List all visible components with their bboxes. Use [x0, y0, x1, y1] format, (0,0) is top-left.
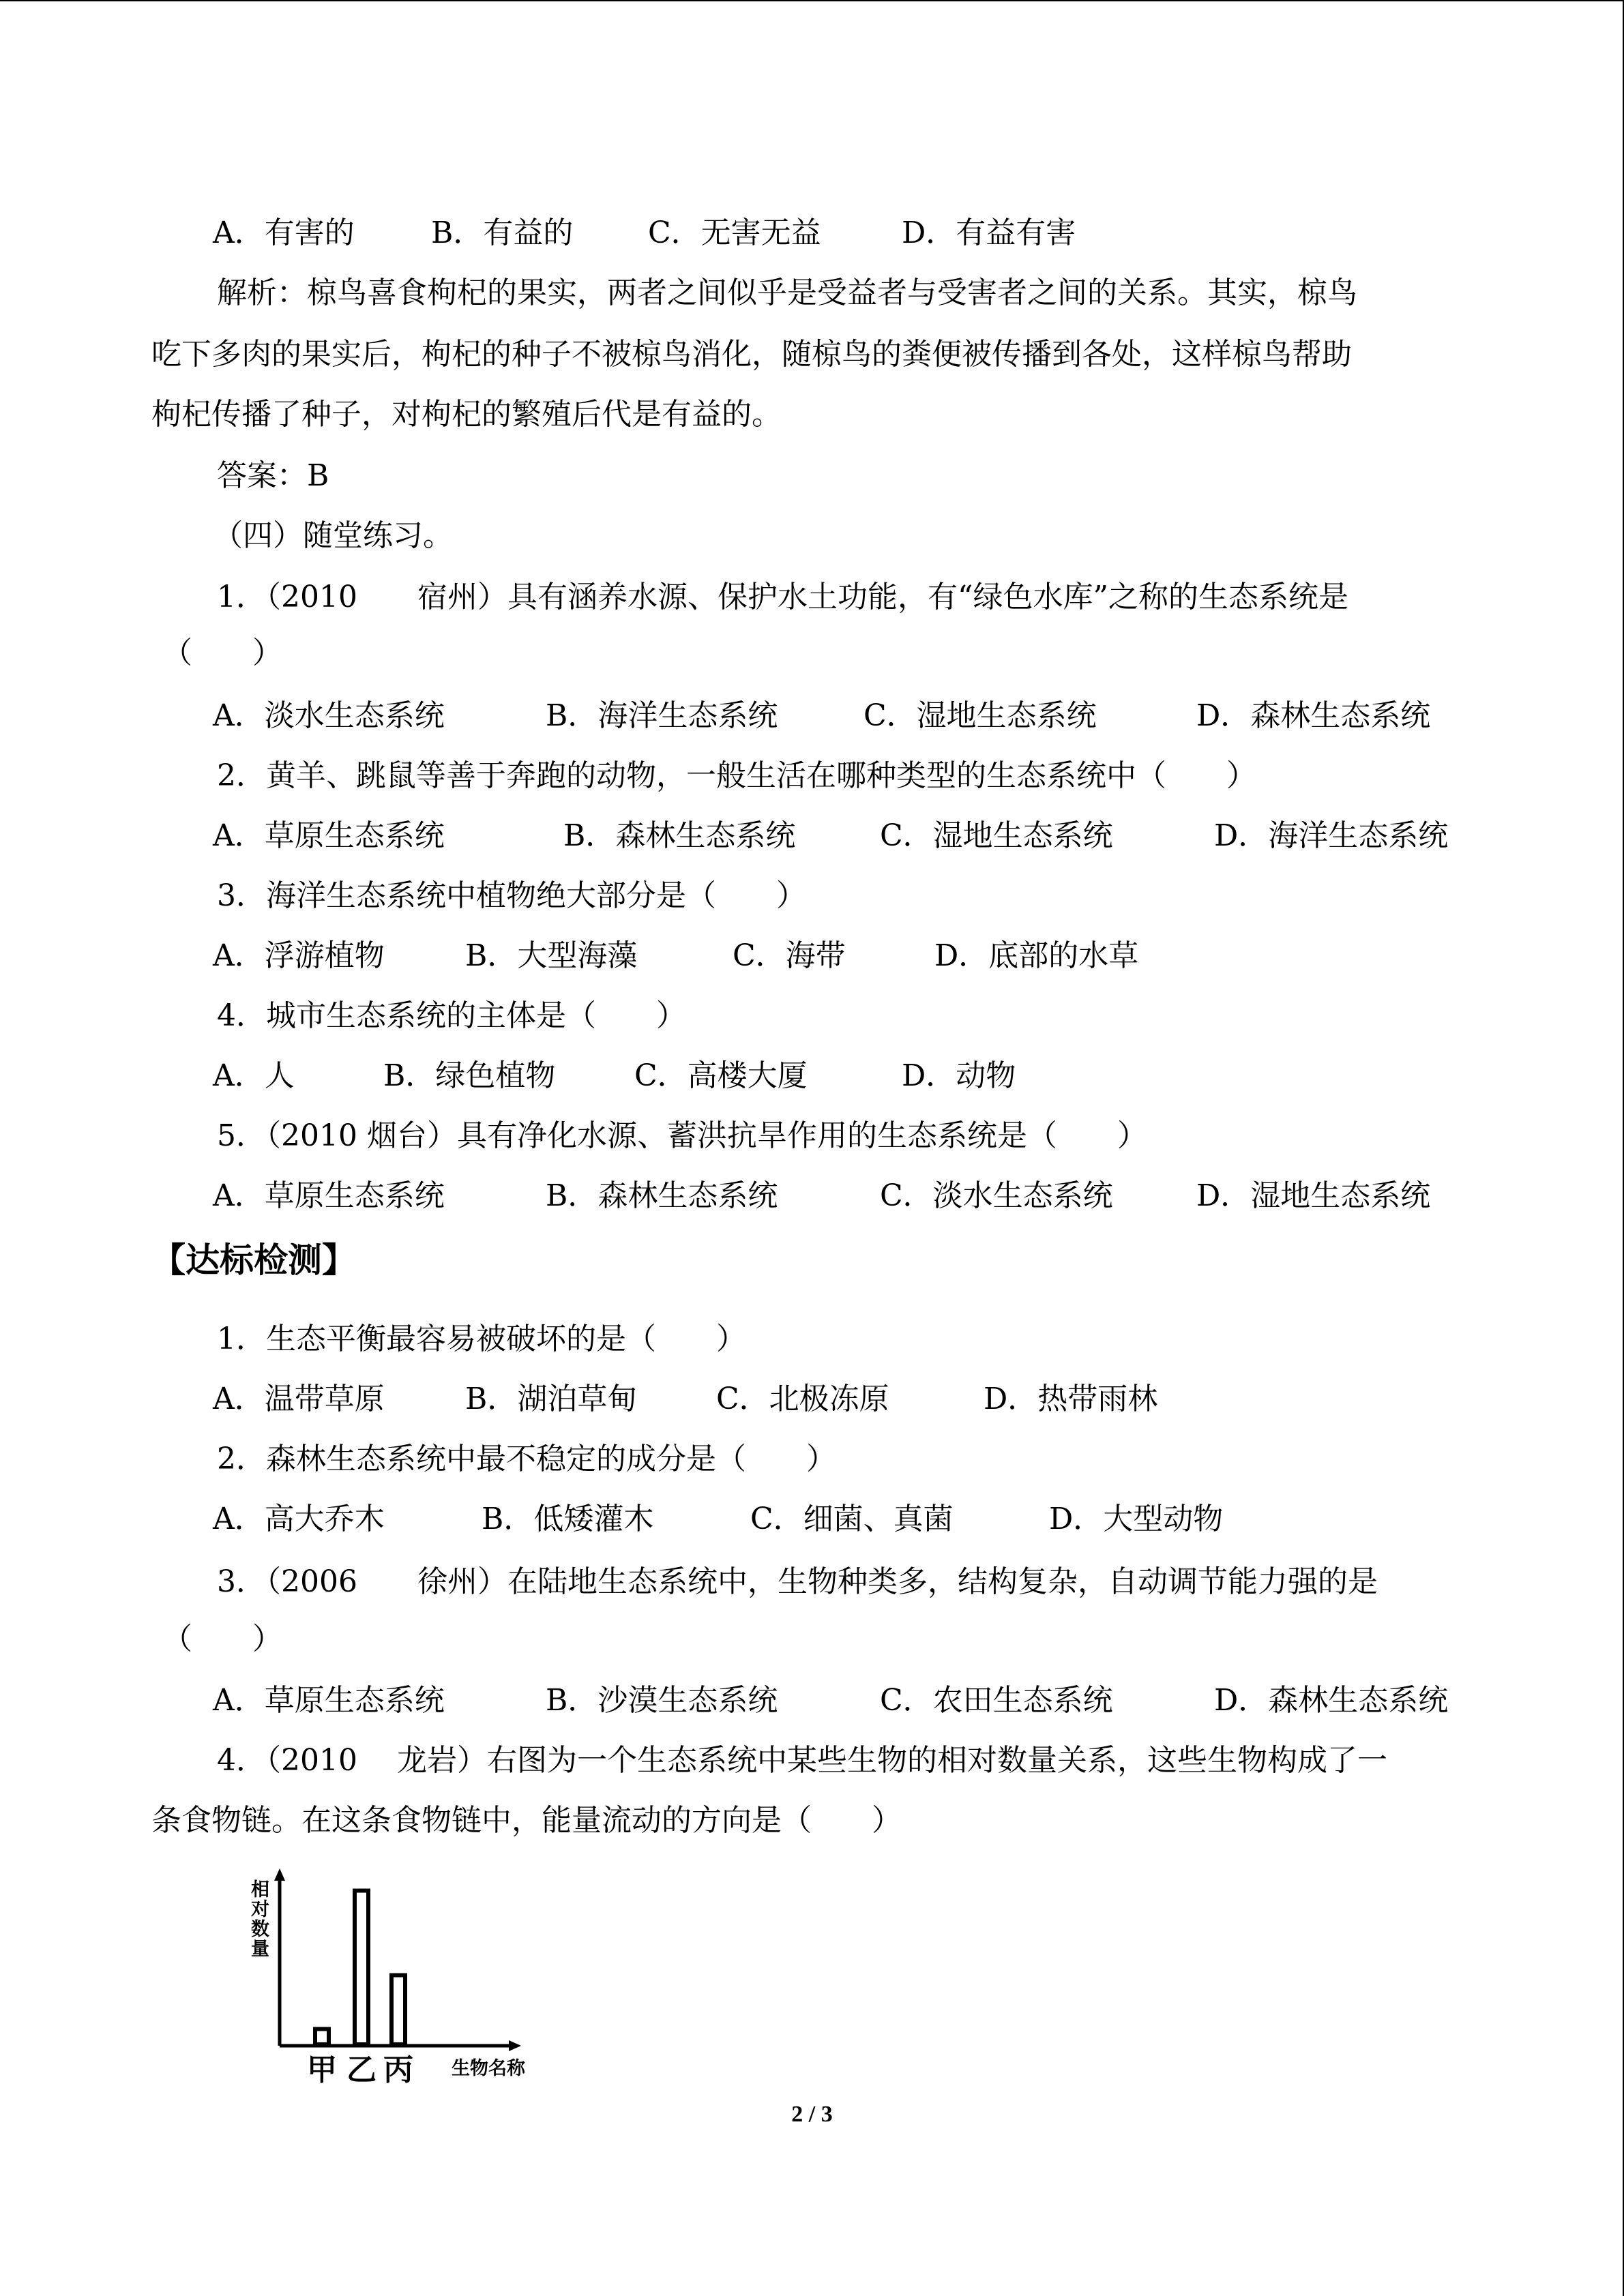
practice-q5-text: 5．（2010 烟台）具有净化水源、蓄洪抗旱作用的生态系统是（ ） [217, 1118, 1147, 1153]
category-label-乙: 乙 [346, 2053, 377, 2087]
test-q3-option-c: C．农田生态系统 [880, 1683, 1113, 1718]
x-axis-arrow [509, 2040, 521, 2051]
test-q2-option-c: C．细菌、真菌 [750, 1502, 954, 1536]
category-label-甲: 甲 [307, 2053, 337, 2087]
practice-q3-option-d: D．底部的水草 [934, 938, 1139, 973]
practice-q2-option-a: A．草原生态系统 [213, 818, 445, 853]
test-heading: 【达标检测】 [151, 1240, 356, 1280]
practice-q4-option-a: A．人 [213, 1058, 295, 1093]
page-number: 2 / 3 [791, 2102, 833, 2127]
q0-option-d: D．有益有害 [902, 215, 1076, 250]
test-q3-option-b: B．沙漠生态系统 [546, 1683, 778, 1718]
test-q1-option-d: D．热带雨林 [984, 1382, 1158, 1416]
q0-option-b: B．有益的 [431, 215, 574, 250]
practice-q1-option-d: D．森林生态系统 [1196, 698, 1431, 733]
practice-q3-option-b: B．大型海藻 [465, 938, 638, 973]
practice-q1-option-b: B．海洋生态系统 [546, 698, 778, 733]
test-q4-text-cont: 条食物链。在这条食物链中，能量流动的方向是（ ） [151, 1803, 902, 1838]
test-q2-option-b: B．低矮灌木 [482, 1502, 654, 1536]
test-q2-option-a: A．高大乔木 [213, 1502, 385, 1536]
practice-q1-option-a: A．淡水生态系统 [213, 698, 445, 733]
test-q3-option-d: D．森林生态系统 [1214, 1683, 1449, 1718]
practice-title: （四）随堂练习。 [213, 518, 453, 553]
y-axis-arrow [274, 1868, 285, 1881]
practice-q2-text: 2．黄羊、跳鼠等善于奔跑的动物，一般生活在哪种类型的生态系统中（ ） [217, 758, 1256, 793]
bar-乙 [355, 1891, 368, 2044]
x-axis-label: 生物名称 [452, 2058, 525, 2079]
q0-option-a: A．有害的 [213, 215, 355, 250]
test-q3-text: 3．（2006 徐州）在陆地生态系统中，生物种类多，结构复杂，自动调节能力强的是 [217, 1564, 1378, 1599]
practice-q2-option-b: B．森林生态系统 [563, 818, 796, 853]
practice-q1-text: 1．（2010 宿州）具有涵养水源、保护水土功能，有“绿色水库”之称的生态系统是 [217, 580, 1348, 614]
practice-q3-option-c: C．海带 [733, 938, 846, 973]
q0-analysis-line-2: 吃下多肉的果实后，枸杞的种子不被椋鸟消化，随椋鸟的粪便被传播到各处，这样椋鸟帮助 [151, 337, 1352, 372]
bar-chart [246, 1868, 573, 2093]
practice-q4-text: 4．城市生态系统的主体是（ ） [217, 998, 686, 1033]
practice-q1-paren: （ ） [162, 636, 282, 670]
test-q3-paren: （ ） [162, 1622, 282, 1656]
q0-answer: 答案：B [217, 458, 329, 493]
practice-q5-option-d: D．湿地生态系统 [1196, 1178, 1431, 1213]
test-q4-text: 4．（2010 龙岩）右图为一个生态系统中某些生物的相对数量关系，这些生物构成了一 [217, 1743, 1387, 1778]
practice-q4-option-c: C．高楼大厦 [634, 1058, 808, 1093]
practice-q5-option-c: C．淡水生态系统 [880, 1178, 1113, 1213]
category-label-丙: 丙 [383, 2053, 413, 2087]
test-q1-option-c: C．北极冻原 [716, 1382, 889, 1416]
practice-q4-option-b: B．绿色植物 [383, 1058, 556, 1093]
practice-q2-option-c: C．湿地生态系统 [880, 818, 1113, 853]
q0-option-c: C．无害无益 [648, 215, 821, 250]
practice-q2-option-d: D．海洋生态系统 [1214, 818, 1449, 853]
test-q2-text: 2．森林生态系统中最不稳定的成分是（ ） [217, 1442, 836, 1476]
q0-analysis-line-3: 枸杞传播了种子，对枸杞的繁殖后代是有益的。 [151, 397, 782, 432]
bar-丙 [392, 1976, 405, 2044]
test-q1-option-a: A．温带草原 [213, 1382, 385, 1416]
test-q2-option-d: D．大型动物 [1049, 1502, 1224, 1536]
practice-q4-option-d: D．动物 [902, 1058, 1016, 1093]
test-q1-option-b: B．湖泊草甸 [465, 1382, 638, 1416]
practice-q3-text: 3．海洋生态系统中植物绝大部分是（ ） [217, 878, 806, 913]
practice-q3-option-a: A．浮游植物 [213, 938, 385, 973]
bar-甲 [315, 2029, 329, 2044]
practice-q1-option-c: C．湿地生态系统 [863, 698, 1097, 733]
test-q3-option-a: A．草原生态系统 [213, 1683, 445, 1718]
q0-analysis-line-1: 解析：椋鸟喜食枸杞的果实，两者之间似乎是受益者与受害者之间的关系。其实，椋鸟 [217, 275, 1357, 310]
practice-q5-option-b: B．森林生态系统 [546, 1178, 778, 1213]
y-axis-label: 相对数量 [251, 1879, 269, 1960]
test-q1-text: 1．生态平衡最容易被破坏的是（ ） [217, 1322, 746, 1356]
practice-q5-option-a: A．草原生态系统 [213, 1178, 445, 1213]
